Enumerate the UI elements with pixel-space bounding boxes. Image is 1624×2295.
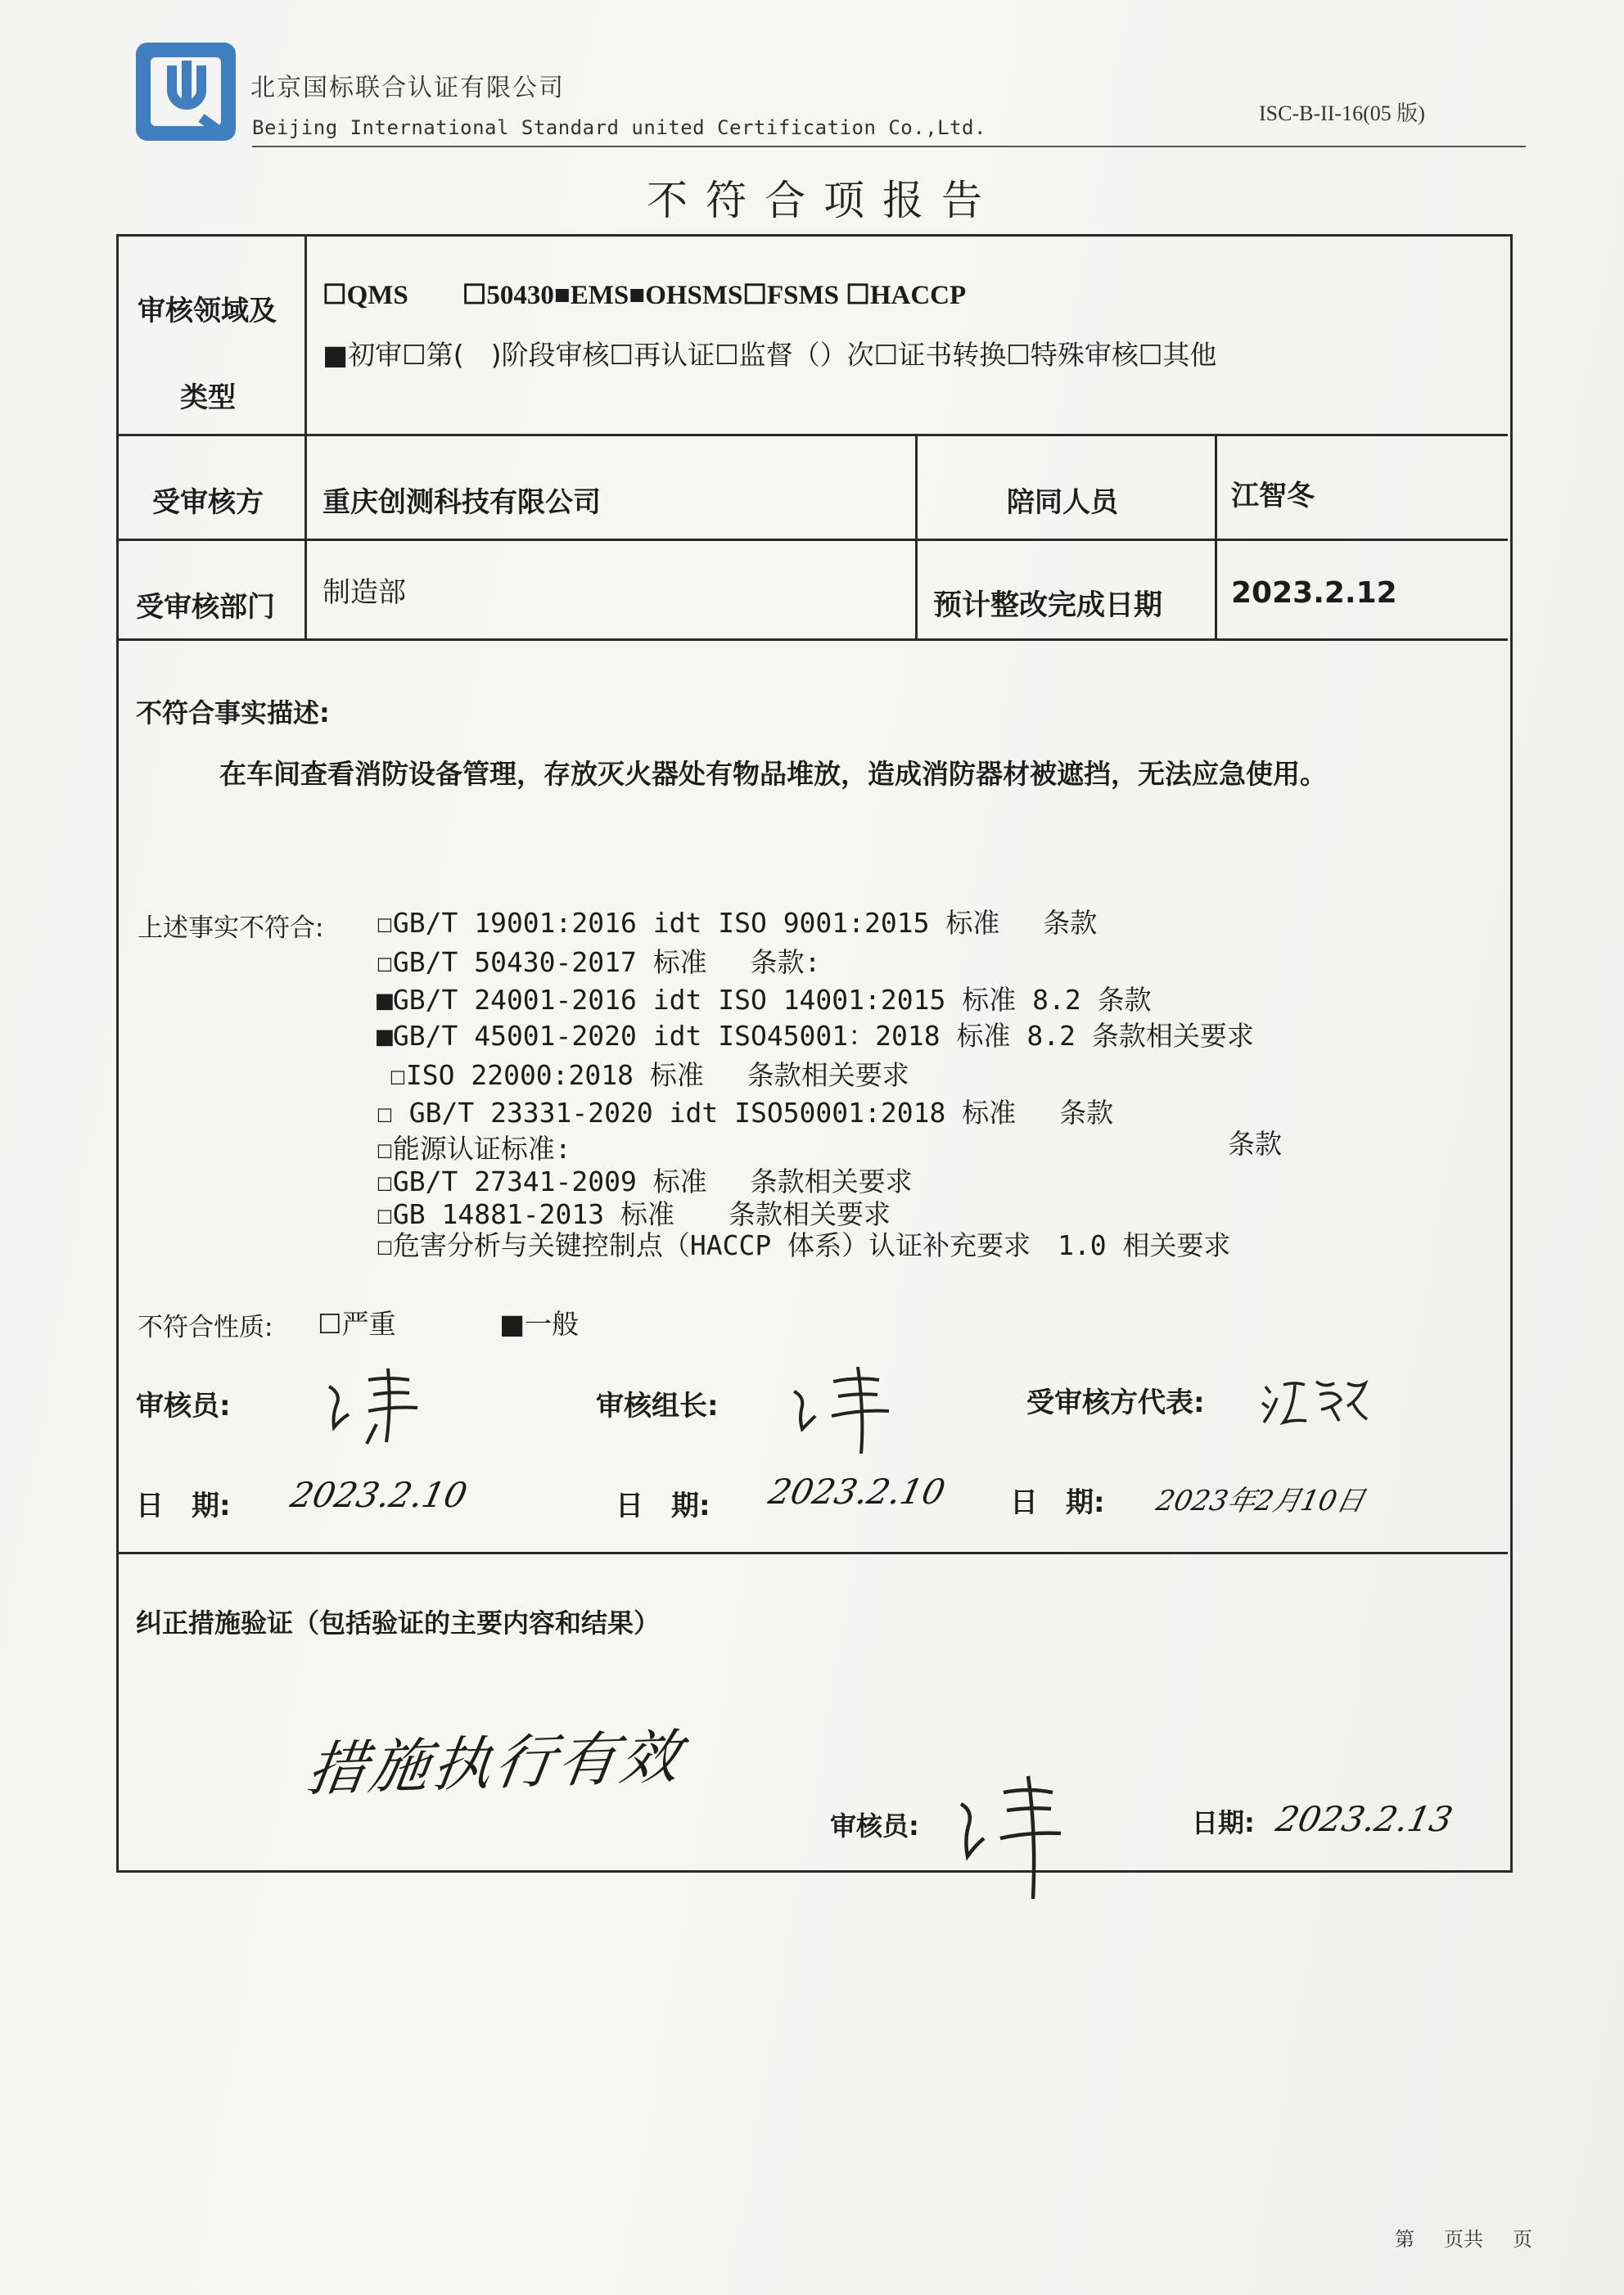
row-divider <box>116 539 1508 541</box>
audit-type-label-1: 审核领域及 <box>138 295 277 327</box>
auditee-value: 重庆创测科技有限公司 <box>323 486 601 519</box>
nature-label: 不符合性质: <box>138 1313 273 1342</box>
rep-label: 受审核方代表: <box>1026 1386 1205 1419</box>
verification-date-label: 日期: <box>1192 1807 1255 1838</box>
col-divider <box>1215 434 1217 640</box>
department-label: 受审核部门 <box>136 591 275 624</box>
standard-item: ☐ISO 22000:2018 标准 条款相关要求 <box>390 1059 909 1091</box>
auditee-label: 受审核方 <box>152 486 264 519</box>
standard-item: ☐危害分析与关键控制点（HACCP 体系）认证补充要求 1.0 相关要求 <box>377 1229 1231 1261</box>
standard-item: ■GB/T 24001-2016 idt ISO 14001:2015 标准 8.2 条款 <box>377 984 1152 1016</box>
standard-item: ☐GB/T 50430-2017 标准 条款: <box>377 946 821 978</box>
col-divider <box>915 434 918 640</box>
company-name-en: Beijing International Standard united Certification Co.,Ltd. <box>252 116 986 139</box>
verification-label: 纠正措施验证（包括验证的主要内容和结果） <box>136 1607 661 1639</box>
row-divider <box>116 434 1508 436</box>
standards-label: 上述事实不符合: <box>138 913 324 943</box>
audit-type-label-2: 类型 <box>180 381 236 414</box>
standard-item: ☐GB/T 19001:2016 idt ISO 9001:2015 标准 条款 <box>377 907 1098 939</box>
audit-domains: ☐QMS ☐50430■EMS■OHSMS☐FSMS ☐HACCP <box>323 281 967 310</box>
standard-item: ☐ GB/T 23331-2020 idt ISO50001:2018 标准 条款 <box>377 1097 1114 1129</box>
col-divider <box>304 234 307 640</box>
leader-date-label: 日 期: <box>616 1490 710 1522</box>
standard-item: ☐能源认证标准: <box>377 1133 571 1165</box>
due-date-value: 2023.2.12 <box>1231 576 1397 610</box>
page-of: 页共 <box>1444 2228 1483 2251</box>
accompany-label: 陪同人员 <box>1007 486 1118 519</box>
auditor-signature <box>319 1362 442 1452</box>
audit-types: ■初审☐第( )阶段审核☐再认证☐监督（）次☐证书转换☐特殊审核☐其他 <box>323 339 1217 371</box>
energy-clause: 条款 <box>1228 1128 1282 1160</box>
company-logo <box>133 39 241 146</box>
document-code: ISC-B-II-16(05 版) <box>1259 101 1425 125</box>
leader-signature <box>786 1362 917 1460</box>
page-suffix: 页 <box>1513 2228 1532 2251</box>
facts-text: 在车间查看消防设备管理，存放灭火器处有物品堆放，造成消防器材被遮挡，无法应急使用。 <box>219 758 1327 790</box>
auditor-date: 2023.2.10 <box>286 1475 471 1515</box>
accompany-value: 江智冬 <box>1231 480 1315 512</box>
page-counter <box>1395 2223 1532 2252</box>
verification-auditor-label: 审核员: <box>830 1810 919 1842</box>
header-divider <box>252 146 1526 147</box>
standard-item: ■GB/T 45001-2020 idt ISO45001：2018 标准 8.2 条款相关要求 <box>377 1020 1254 1052</box>
verification-date: 2023.2.13 <box>1272 1799 1456 1839</box>
rep-date: 2023年2月10日 <box>1153 1485 1368 1517</box>
verification-handwritten: 措施执行有效 <box>302 1722 688 1804</box>
page-prefix: 第 <box>1395 2228 1414 2251</box>
verification-auditor-signature <box>950 1760 1080 1907</box>
row-divider <box>116 638 1508 641</box>
department-value: 制造部 <box>323 576 406 609</box>
rep-date-label: 日 期: <box>1010 1486 1105 1519</box>
auditor-date-label: 日 期: <box>136 1490 231 1522</box>
auditor-label: 审核员: <box>136 1390 231 1423</box>
standard-item: ☐GB 14881-2013 标准 条款相关要求 <box>377 1198 891 1230</box>
facts-label: 不符合事实描述: <box>136 697 330 728</box>
standard-item: ☐GB/T 27341-2009 标准 条款相关要求 <box>377 1166 913 1197</box>
rep-signature <box>1259 1370 1374 1436</box>
due-date-label: 预计整改完成日期 <box>933 589 1163 622</box>
leader-date: 2023.2.10 <box>765 1472 949 1512</box>
nature-serious: ☐严重 <box>318 1308 396 1340</box>
company-name-cn: 北京国标联合认证有限公司 <box>250 74 565 102</box>
nature-general: ■一般 <box>499 1308 580 1340</box>
leader-label: 审核组长: <box>596 1390 719 1423</box>
row-divider <box>116 1552 1508 1554</box>
page-title: 不符合项报告 <box>647 177 1000 224</box>
